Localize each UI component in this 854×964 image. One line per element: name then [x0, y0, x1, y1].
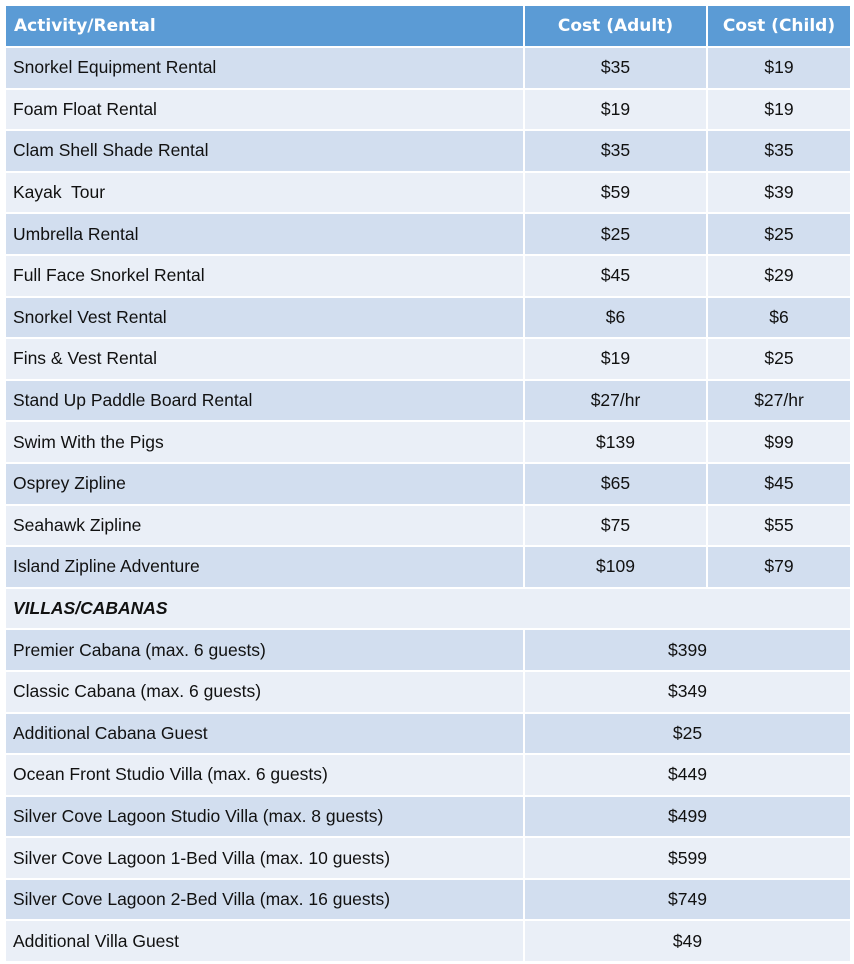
villa-name: Ocean Front Studio Villa (max. 6 guests): [5, 754, 524, 796]
cost-adult: $6: [524, 297, 707, 339]
header-row: [5, 5, 851, 47]
activity-name: Snorkel Equipment Rental: [5, 47, 524, 89]
cost-child: $35: [707, 130, 851, 172]
header-activity: Activity/Rental: [5, 5, 524, 47]
cost-child: $25: [707, 338, 851, 380]
activity-name: Kayak Tour: [5, 172, 524, 214]
table-row: [5, 421, 851, 463]
cost-adult: $59: [524, 172, 707, 214]
activity-name: Foam Float Rental: [5, 89, 524, 131]
villa-price: $449: [524, 754, 851, 796]
cost-child: $19: [707, 89, 851, 131]
activity-name: Snorkel Vest Rental: [5, 297, 524, 339]
villa-name: Silver Cove Lagoon 2-Bed Villa (max. 16 guests): [5, 879, 524, 921]
activity-name: Fins & Vest Rental: [5, 338, 524, 380]
activity-name: Stand Up Paddle Board Rental: [5, 380, 524, 422]
activity-name: Osprey Zipline: [5, 463, 524, 505]
villa-name: Additional Villa Guest: [5, 920, 524, 962]
table-row: [5, 920, 851, 962]
cost-child: $29: [707, 255, 851, 297]
activity-name: Island Zipline Adventure: [5, 546, 524, 588]
table-row: [5, 338, 851, 380]
cost-child: $39: [707, 172, 851, 214]
table-row: [5, 796, 851, 838]
cost-child: $25: [707, 213, 851, 255]
table-body: [5, 47, 851, 962]
cost-adult: $19: [524, 338, 707, 380]
table-row: [5, 671, 851, 713]
villa-name: Premier Cabana (max. 6 guests): [5, 629, 524, 671]
villa-price: $499: [524, 796, 851, 838]
villa-price: $49: [524, 920, 851, 962]
cost-adult: $19: [524, 89, 707, 131]
villa-price: $399: [524, 629, 851, 671]
price-table: [4, 4, 852, 963]
villa-name: Silver Cove Lagoon 1-Bed Villa (max. 10 guests): [5, 837, 524, 879]
cost-adult: $35: [524, 47, 707, 89]
cost-child: $55: [707, 505, 851, 547]
villa-name: Silver Cove Lagoon Studio Villa (max. 8 guests): [5, 796, 524, 838]
table-row: [5, 546, 851, 588]
table-row: [5, 297, 851, 339]
cost-child: $27/hr: [707, 380, 851, 422]
activity-name: Swim With the Pigs: [5, 421, 524, 463]
table-row: [5, 713, 851, 755]
activity-name: Full Face Snorkel Rental: [5, 255, 524, 297]
header-cost-child: Cost (Child): [707, 5, 851, 47]
cost-child: $19: [707, 47, 851, 89]
table-row: [5, 255, 851, 297]
table-row: [5, 380, 851, 422]
cost-adult: $75: [524, 505, 707, 547]
table-row: [5, 837, 851, 879]
table-row: [5, 47, 851, 89]
villa-price: $349: [524, 671, 851, 713]
table-row: [5, 130, 851, 172]
villa-name: Classic Cabana (max. 6 guests): [5, 671, 524, 713]
cost-child: $79: [707, 546, 851, 588]
table-row: [5, 172, 851, 214]
cost-adult: $109: [524, 546, 707, 588]
table-row: [5, 505, 851, 547]
activity-name: Umbrella Rental: [5, 213, 524, 255]
cost-child: $6: [707, 297, 851, 339]
cost-adult: $25: [524, 213, 707, 255]
table-row: [5, 879, 851, 921]
table-row: [5, 463, 851, 505]
cost-adult: $65: [524, 463, 707, 505]
cost-child: $45: [707, 463, 851, 505]
villa-price: $25: [524, 713, 851, 755]
activity-name: Clam Shell Shade Rental: [5, 130, 524, 172]
table-row: [5, 629, 851, 671]
cost-child: $99: [707, 421, 851, 463]
cost-adult: $139: [524, 421, 707, 463]
cost-adult: $45: [524, 255, 707, 297]
table-row: [5, 213, 851, 255]
villas-section-label: VILLAS/CABANAS: [5, 588, 851, 630]
table-row: [5, 89, 851, 131]
villa-price: $749: [524, 879, 851, 921]
table-row: [5, 754, 851, 796]
villa-price: $599: [524, 837, 851, 879]
villa-name: Additional Cabana Guest: [5, 713, 524, 755]
cost-adult: $35: [524, 130, 707, 172]
section-row: [5, 588, 851, 630]
header-cost-adult: Cost (Adult): [524, 5, 707, 47]
activity-name: Seahawk Zipline: [5, 505, 524, 547]
cost-adult: $27/hr: [524, 380, 707, 422]
